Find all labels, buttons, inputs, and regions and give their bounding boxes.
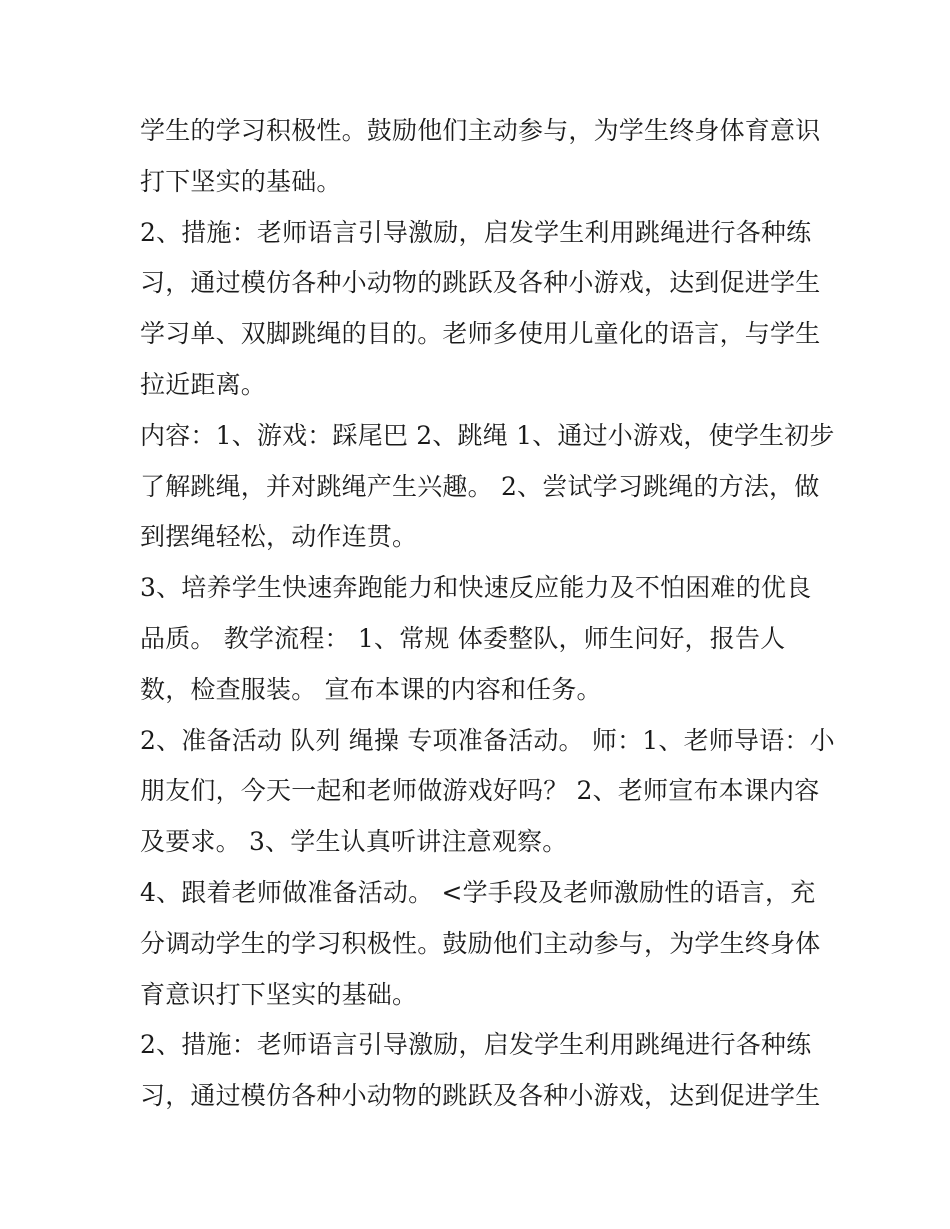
text-line: 2、措施：老师语言引导激励，启发学生利用跳绳进行各种练 (140, 1030, 812, 1060)
paragraph-1 (140, 106, 820, 208)
text-line: 内容：1、游戏：踩尾巴 2、跳绳 1、通过小游戏，使学生初步 (140, 420, 835, 450)
paragraph-5 (140, 716, 835, 868)
text-line: 学生的学习积极性。鼓励他们主动参与，为学生终身体育意识 (140, 116, 821, 145)
paragraph-6 (140, 868, 820, 1020)
text-line: 品质。 教学流程： 1、常规 体委整队，师生问好，报告人 (140, 623, 786, 653)
text-line: 学习单、双脚跳绳的目的。老师多使用儿童化的语言，与学生 (140, 319, 821, 349)
text-line: 3、培养学生快速奔跑能力和快速反应能力及不怕困难的优良 (140, 573, 812, 603)
text-line: 4、跟着老师做准备活动。 <学手段及老师激励性的语言，充 (140, 877, 816, 907)
text-line: 到摆绳轻松，动作连贯。 (140, 522, 418, 552)
document-page (140, 106, 835, 1122)
text-line: 拉近距离。 (140, 369, 267, 399)
paragraph-4 (140, 563, 820, 715)
text-line: 2、准备活动 队列 绳操 专项准备活动。 师：1、老师导语：小 (140, 725, 835, 755)
paragraph-2 (140, 208, 820, 411)
text-line: 育意识打下坚实的基础。 (140, 979, 418, 1009)
text-line: 及要求。 3、学生认真听讲注意观察。 (140, 827, 568, 857)
text-line: 2、措施：老师语言引导激励，启发学生利用跳绳进行各种练 (140, 217, 812, 247)
text-line: 习，通过模仿各种小动物的跳跃及各种小游戏，达到促进学生 (140, 268, 821, 298)
text-line: 数，检查服装。 宣布本课的内容和任务。 (140, 674, 602, 704)
paragraph-7 (140, 1020, 820, 1122)
paragraph-3 (140, 411, 835, 563)
text-line: 打下坚实的基础。 (140, 166, 342, 196)
text-line: 朋友们，今天一起和老师做游戏好吗？ 2、老师宣布本课内容 (140, 776, 820, 806)
text-line: 习，通过模仿各种小动物的跳跃及各种小游戏，达到促进学生 (140, 1081, 821, 1111)
text-line: 分调动学生的学习积极性。鼓励他们主动参与，为学生终身体 (140, 928, 821, 958)
text-line: 了解跳绳，并对跳绳产生兴趣。 2、尝试学习跳绳的方法，做 (140, 471, 820, 501)
